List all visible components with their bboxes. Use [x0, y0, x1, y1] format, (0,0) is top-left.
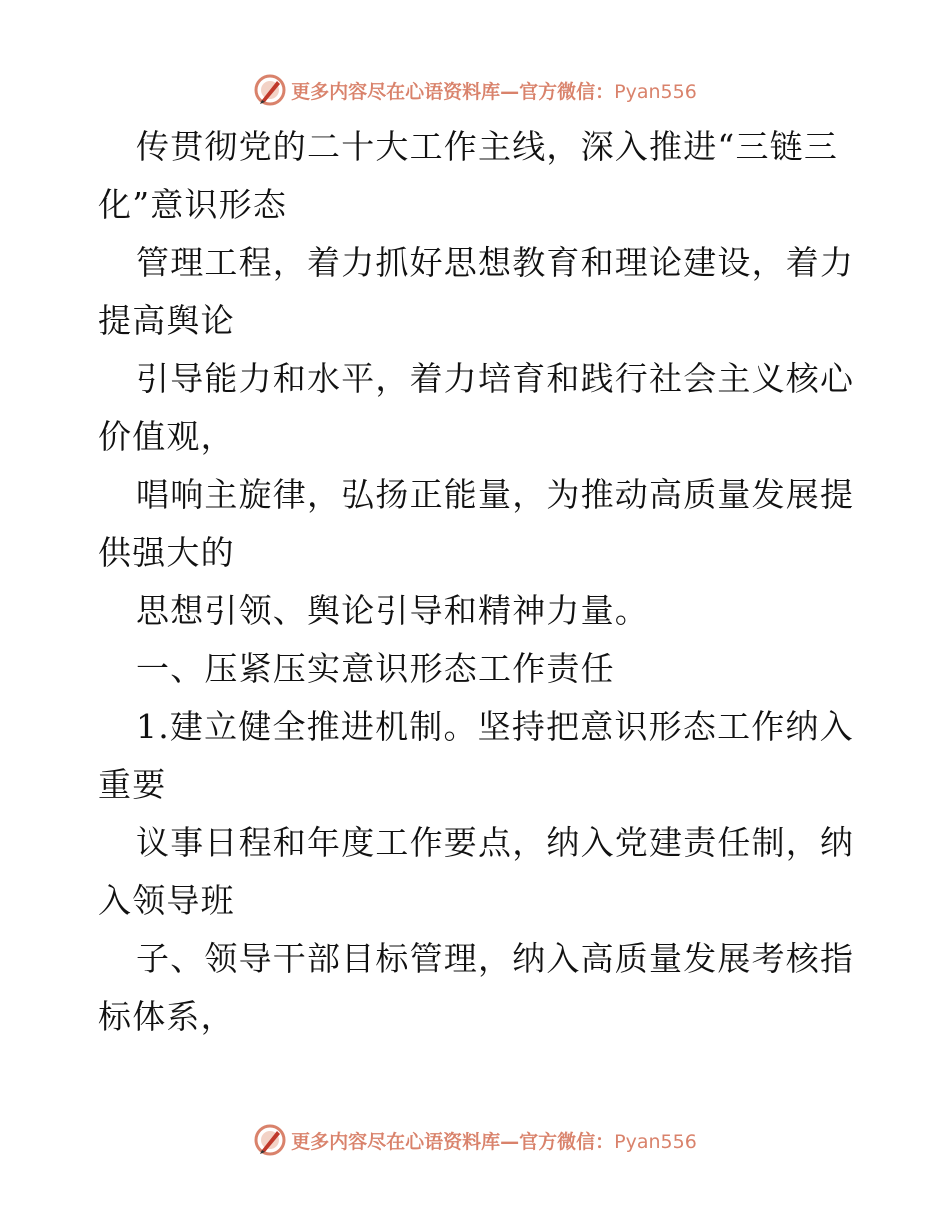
document-line: 思想引领、舆论引导和精神力量。: [136, 591, 649, 630]
document-line: 一、压紧压实意识形态工作责任: [136, 649, 615, 688]
header-watermark: [0, 70, 950, 110]
document-line: 提高舆论: [98, 301, 235, 340]
document-line: 化”意识形态: [98, 185, 288, 224]
document-line: 管理工程，着力抓好思想教育和理论建设，着力: [136, 243, 855, 282]
document-line: 1.建立健全推进机制。坚持把意识形态工作纳入: [136, 707, 854, 746]
document-line: 标体系，: [98, 997, 235, 1036]
document-line: 价值观，: [98, 417, 235, 456]
document-line: 引导能力和水平，着力培育和践行社会主义核心: [136, 359, 855, 398]
footer-watermark: [0, 1120, 950, 1160]
document-line: 唱响主旋律，弘扬正能量，为推动高质量发展提: [136, 475, 855, 514]
document-body: [98, 118, 858, 1046]
watermark-text: 更多内容尽在心语资料库—官方微信：Pyan556: [291, 1130, 697, 1153]
document-line: 议事日程和年度工作要点，纳入党建责任制，纳: [136, 823, 855, 862]
document-line: 子、领导干部目标管理，纳入高质量发展考核指: [136, 939, 855, 978]
document-line: 供强大的: [98, 533, 235, 572]
pen-seal-icon: [253, 1123, 287, 1157]
document-line: 传贯彻党的二十大工作主线，深入推进“三链三: [136, 127, 839, 166]
pen-seal-icon: [253, 73, 287, 107]
document-line: 入领导班: [98, 881, 235, 920]
document-line: 重要: [98, 765, 167, 804]
watermark-text: 更多内容尽在心语资料库—官方微信：Pyan556: [291, 80, 697, 103]
